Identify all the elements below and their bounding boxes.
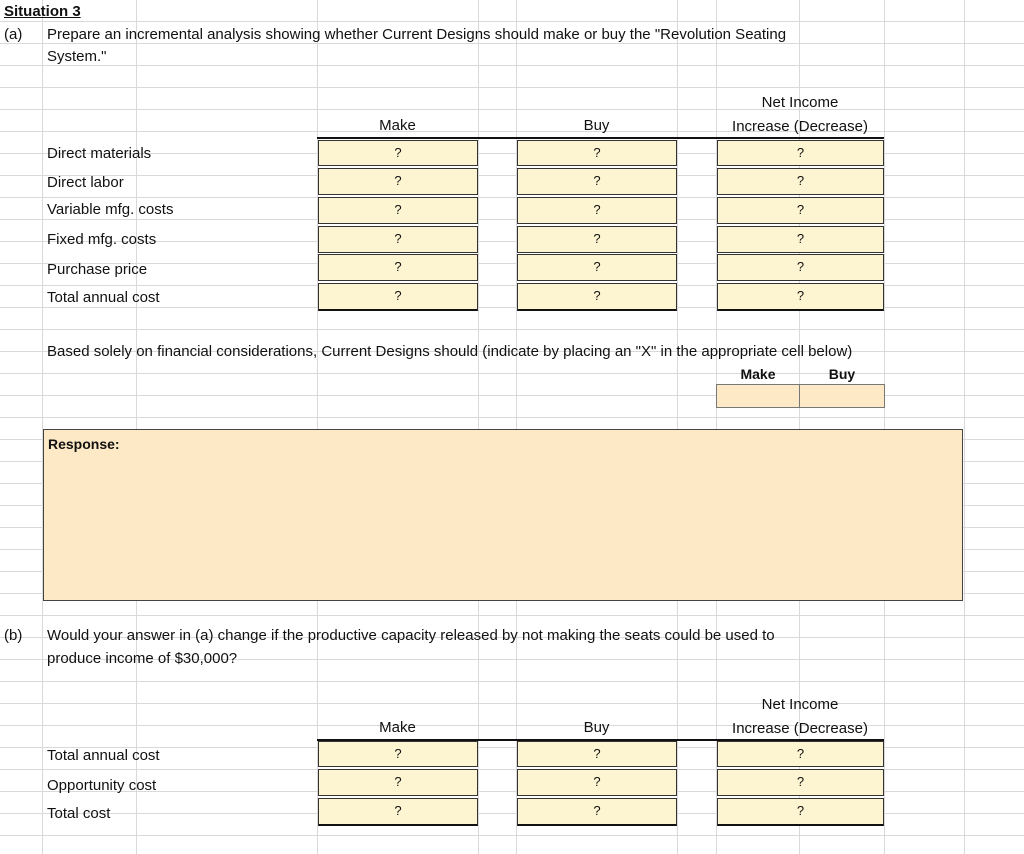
net-input-fixed-mfg-costs[interactable]: ? bbox=[717, 226, 884, 253]
net-income-header-line2: Increase (Decrease) bbox=[732, 118, 868, 135]
net-input-variable-mfg-costs[interactable]: ? bbox=[717, 197, 884, 224]
buy-input-total-annual-cost[interactable]: ? bbox=[517, 283, 677, 311]
net-input-total-annual-cost[interactable]: ? bbox=[717, 283, 884, 311]
net-input-purchase-price[interactable]: ? bbox=[717, 254, 884, 281]
part-b-prompt-line1: Would your answer in (a) change if the productive capacity released by not making the seats could be used to bbox=[47, 627, 775, 644]
situation-title: Situation 3 bbox=[4, 3, 81, 20]
make-input-fixed-mfg-costs[interactable]: ? bbox=[318, 226, 478, 253]
b-net-input-total-cost[interactable]: ? bbox=[717, 798, 884, 826]
net-income-header-line1: Net Income bbox=[761, 94, 839, 111]
decision-buy-cell[interactable] bbox=[799, 384, 885, 408]
grid-column-line bbox=[884, 0, 885, 854]
make-input-total-annual-cost[interactable]: ? bbox=[318, 283, 478, 311]
b-net-input-total-annual-cost[interactable]: ? bbox=[717, 741, 884, 767]
decision-make-label: Make bbox=[740, 366, 776, 382]
net-input-direct-materials[interactable]: ? bbox=[717, 140, 884, 166]
decision-prompt: Based solely on financial considerations, Current Designs should (indicate by placing an "X" in the appropriate cell below) bbox=[47, 343, 853, 360]
part-b-label: (b) bbox=[4, 627, 23, 644]
row-label-direct-materials: Direct materials bbox=[47, 145, 152, 162]
b-make-input-opportunity-cost[interactable]: ? bbox=[318, 769, 478, 796]
b-net-income-header-line1: Net Income bbox=[761, 696, 839, 713]
row-label-variable-mfg-costs: Variable mfg. costs bbox=[47, 201, 174, 218]
b-buy-input-opportunity-cost[interactable]: ? bbox=[517, 769, 677, 796]
make-column-header: Make bbox=[379, 117, 416, 134]
row-label-fixed-mfg-costs: Fixed mfg. costs bbox=[47, 231, 157, 248]
decision-buy-label: Buy bbox=[828, 366, 856, 382]
net-input-direct-labor[interactable]: ? bbox=[717, 168, 884, 195]
b-make-column-header: Make bbox=[379, 719, 416, 736]
grid-column-line bbox=[42, 0, 43, 854]
buy-input-direct-materials[interactable]: ? bbox=[517, 140, 677, 166]
buy-input-variable-mfg-costs[interactable]: ? bbox=[517, 197, 677, 224]
part-a-label: (a) bbox=[4, 26, 23, 43]
grid-column-line bbox=[677, 0, 678, 854]
row-label-purchase-price: Purchase price bbox=[47, 261, 148, 278]
make-input-variable-mfg-costs[interactable]: ? bbox=[318, 197, 478, 224]
part-a-prompt-line2: System." bbox=[47, 48, 107, 65]
make-input-purchase-price[interactable]: ? bbox=[318, 254, 478, 281]
b-buy-column-header: Buy bbox=[583, 719, 610, 736]
b-make-input-total-annual-cost[interactable]: ? bbox=[318, 741, 478, 767]
b-buy-input-total-annual-cost[interactable]: ? bbox=[517, 741, 677, 767]
b-net-income-header-line2: Increase (Decrease) bbox=[732, 720, 868, 737]
b-row-label-total-cost: Total cost bbox=[47, 805, 111, 822]
row-label-direct-labor: Direct labor bbox=[47, 174, 124, 191]
grid-column-line bbox=[964, 0, 965, 854]
row-label-total-annual-cost: Total annual cost bbox=[47, 289, 160, 306]
header-underline bbox=[317, 137, 884, 139]
part-a-prompt-line1: Prepare an incremental analysis showing whether Current Designs should make or buy the "Revolution Seating bbox=[47, 26, 787, 43]
buy-input-direct-labor[interactable]: ? bbox=[517, 168, 677, 195]
b-net-input-opportunity-cost[interactable]: ? bbox=[717, 769, 884, 796]
part-b-prompt-line2: produce income of $30,000? bbox=[47, 650, 238, 667]
buy-column-header: Buy bbox=[583, 117, 610, 134]
grid-column-line bbox=[478, 0, 479, 854]
b-row-label-total-annual-cost: Total annual cost bbox=[47, 747, 160, 764]
make-input-direct-materials[interactable]: ? bbox=[318, 140, 478, 166]
b-buy-input-total-cost[interactable]: ? bbox=[517, 798, 677, 826]
buy-input-purchase-price[interactable]: ? bbox=[517, 254, 677, 281]
response-box[interactable] bbox=[43, 429, 963, 601]
response-label: Response: bbox=[48, 436, 120, 452]
buy-input-fixed-mfg-costs[interactable]: ? bbox=[517, 226, 677, 253]
make-input-direct-labor[interactable]: ? bbox=[318, 168, 478, 195]
b-row-label-opportunity-cost: Opportunity cost bbox=[47, 777, 157, 794]
grid-column-line bbox=[136, 0, 137, 854]
decision-make-cell[interactable] bbox=[716, 384, 800, 408]
b-make-input-total-cost[interactable]: ? bbox=[318, 798, 478, 826]
